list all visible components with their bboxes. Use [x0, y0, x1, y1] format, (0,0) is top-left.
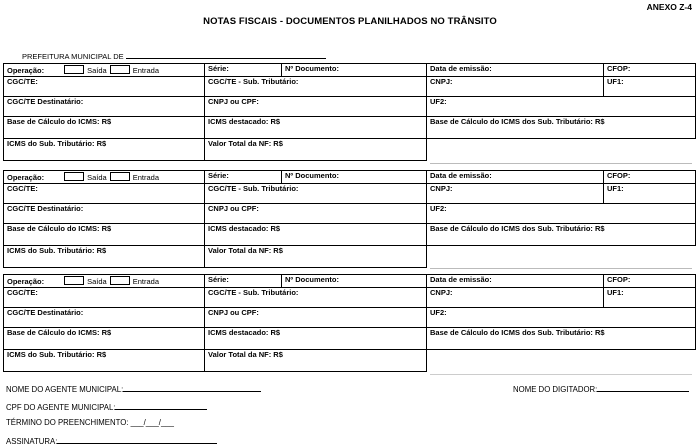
- cgc-te-sub-field[interactable]: CGC/TE - Sub. Tributário:: [205, 288, 427, 308]
- agente-field: [6, 383, 261, 394]
- valor-total-field[interactable]: Valor Total da NF: R$: [205, 350, 427, 372]
- digitador-field: [513, 383, 689, 394]
- entrada-checkbox[interactable]: [110, 276, 130, 285]
- valor-total-field[interactable]: Valor Total da NF: R$: [205, 139, 427, 161]
- assinatura-label: ASSINATURA:: [6, 437, 58, 446]
- scan-noise: [430, 374, 692, 375]
- invoice-block-1: [3, 63, 695, 161]
- icms-sub-field[interactable]: ICMS do Sub. Tributário: R$: [4, 246, 205, 268]
- cpf-label: CPF DO AGENTE MUNICIPAL:: [6, 403, 116, 412]
- operacao-cell: Operação: Saída Entrada: [4, 171, 205, 184]
- cgc-te-sub-field[interactable]: CGC/TE - Sub. Tributário:: [205, 77, 427, 97]
- uf2-field[interactable]: UF2:: [427, 97, 696, 117]
- operacao-cell: Operação: Saída Entrada: [4, 275, 205, 288]
- cgc-te-field[interactable]: CGC/TE:: [4, 288, 205, 308]
- cpf-line[interactable]: [115, 401, 207, 410]
- serie-field[interactable]: Série:: [205, 171, 282, 184]
- cpf-field: [6, 401, 207, 412]
- cgc-te-field[interactable]: CGC/TE:: [4, 184, 205, 204]
- entrada-checkbox[interactable]: [110, 172, 130, 181]
- documento-field[interactable]: Nº Documento:: [282, 171, 427, 184]
- saida-checkbox[interactable]: [64, 276, 84, 285]
- cnpj-cpf-field[interactable]: CNPJ ou CPF:: [205, 204, 427, 224]
- empty-cell: [427, 350, 696, 372]
- operacao-cell: Operação: Saída Entrada: [4, 64, 205, 77]
- scan-noise: [430, 268, 692, 269]
- icms-destacado-field[interactable]: ICMS destacado: R$: [205, 117, 427, 139]
- empty-cell: [427, 139, 696, 161]
- icms-destacado-field[interactable]: ICMS destacado: R$: [205, 328, 427, 350]
- cnpj-field[interactable]: CNPJ:: [427, 288, 604, 308]
- saida-checkbox[interactable]: [64, 172, 84, 181]
- uf1-field[interactable]: UF1:: [604, 184, 696, 204]
- base-icms-field[interactable]: Base de Cálculo do ICMS: R$: [4, 224, 205, 246]
- cnpj-field[interactable]: CNPJ:: [427, 184, 604, 204]
- prefeitura-line[interactable]: [126, 50, 326, 59]
- prefeitura-field: [22, 50, 326, 61]
- prefeitura-label: PREFEITURA MUNICIPAL DE: [22, 52, 124, 61]
- base-icms-sub-field[interactable]: Base de Cálculo do ICMS dos Sub. Tributário: R$: [427, 224, 696, 246]
- cnpj-cpf-field[interactable]: CNPJ ou CPF:: [205, 97, 427, 117]
- icms-sub-field[interactable]: ICMS do Sub. Tributário: R$: [4, 350, 205, 372]
- scan-noise: [430, 163, 692, 164]
- documento-field[interactable]: Nº Documento:: [282, 275, 427, 288]
- cfop-field[interactable]: CFOP:: [604, 171, 696, 184]
- cgc-te-dest-field[interactable]: CGC/TE Destinatário:: [4, 308, 205, 328]
- uf1-field[interactable]: UF1:: [604, 288, 696, 308]
- cnpj-field[interactable]: CNPJ:: [427, 77, 604, 97]
- icms-sub-field[interactable]: ICMS do Sub. Tributário: R$: [4, 139, 205, 161]
- uf2-field[interactable]: UF2:: [427, 308, 696, 328]
- invoice-block-2: [3, 170, 695, 268]
- termino-field: [6, 418, 174, 427]
- serie-field[interactable]: Série:: [205, 64, 282, 77]
- base-icms-sub-field[interactable]: Base de Cálculo do ICMS dos Sub. Tributário: R$: [427, 117, 696, 139]
- data-emissao-field[interactable]: Data de emissão:: [427, 275, 604, 288]
- data-emissao-field[interactable]: Data de emissão:: [427, 171, 604, 184]
- cfop-field[interactable]: CFOP:: [604, 64, 696, 77]
- entrada-checkbox[interactable]: [110, 65, 130, 74]
- base-icms-field[interactable]: Base de Cálculo do ICMS: R$: [4, 117, 205, 139]
- icms-destacado-field[interactable]: ICMS destacado: R$: [205, 224, 427, 246]
- base-icms-field[interactable]: Base de Cálculo do ICMS: R$: [4, 328, 205, 350]
- cgc-te-sub-field[interactable]: CGC/TE - Sub. Tributário:: [205, 184, 427, 204]
- digitador-line[interactable]: [597, 383, 689, 392]
- saida-checkbox[interactable]: [64, 65, 84, 74]
- cgc-te-dest-field[interactable]: CGC/TE Destinatário:: [4, 204, 205, 224]
- uf2-field[interactable]: UF2:: [427, 204, 696, 224]
- termino-label: TÉRMINO DO PREENCHIMENTO:: [6, 418, 129, 427]
- annex-label: ANEXO Z-4: [646, 2, 692, 12]
- base-icms-sub-field[interactable]: Base de Cálculo do ICMS dos Sub. Tributário: R$: [427, 328, 696, 350]
- invoice-block-3: [3, 274, 695, 372]
- valor-total-field[interactable]: Valor Total da NF: R$: [205, 246, 427, 268]
- agente-line[interactable]: [123, 383, 261, 392]
- serie-field[interactable]: Série:: [205, 275, 282, 288]
- data-emissao-field[interactable]: Data de emissão:: [427, 64, 604, 77]
- empty-cell: [427, 246, 696, 268]
- cgc-te-dest-field[interactable]: CGC/TE Destinatário:: [4, 97, 205, 117]
- assinatura-line[interactable]: [57, 435, 217, 444]
- termino-date[interactable]: ___/___/___: [130, 418, 174, 427]
- documento-field[interactable]: Nº Documento:: [282, 64, 427, 77]
- cfop-field[interactable]: CFOP:: [604, 275, 696, 288]
- digitador-label: NOME DO DIGITADOR:: [513, 385, 598, 394]
- cnpj-cpf-field[interactable]: CNPJ ou CPF:: [205, 308, 427, 328]
- agente-label: NOME DO AGENTE MUNICIPAL:: [6, 385, 124, 394]
- uf1-field[interactable]: UF1:: [604, 77, 696, 97]
- page-title: NOTAS FISCAIS - DOCUMENTOS PLANILHADOS NO TRÂNSITO: [203, 16, 497, 27]
- assinatura-field: [6, 435, 217, 446]
- cgc-te-field[interactable]: CGC/TE:: [4, 77, 205, 97]
